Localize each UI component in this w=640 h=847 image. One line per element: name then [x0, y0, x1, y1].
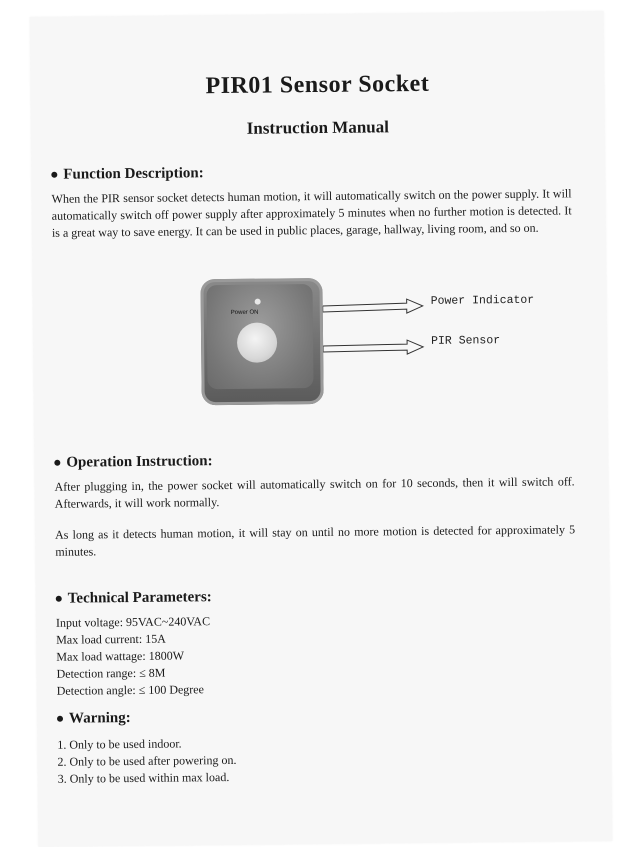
- instruction-sheet: [30, 11, 613, 847]
- power-indicator-led: [255, 299, 261, 305]
- sensor-socket-illustration: [200, 278, 323, 405]
- operation-paragraph-1: After plugging in, the power socket will automatically switch on for 10 seconds, then it will switch off. Afterwards, it will work normally.: [54, 474, 587, 511]
- technical-heading-text: Technical Parameters:: [67, 589, 212, 607]
- warning-heading: [57, 710, 131, 728]
- technical-heading: [56, 589, 212, 608]
- operation-paragraph-2: As long as it detects human motion, it will stay on until no more motion is detected for approximately 5 minutes.: [55, 522, 576, 559]
- list-item: 3. Only to be used within max load.: [57, 769, 230, 786]
- document-title: PIR01 Sensor Socket: [205, 70, 430, 100]
- bullet-icon: [54, 459, 60, 465]
- list-item: Input voltage: 95VAC~240VAC: [55, 614, 211, 630]
- operation-heading-text: Operation Instruction:: [66, 453, 213, 471]
- pir-sensor-arrow: [323, 340, 423, 355]
- list-item: 1. Only to be used indoor.: [57, 736, 182, 752]
- function-heading-text: Function Description:: [63, 165, 204, 183]
- list-item: 2. Only to be used after powering on.: [57, 752, 237, 769]
- warning-list: [57, 735, 236, 788]
- bullet-icon: [51, 171, 57, 177]
- list-item: Detection angle: ≤ 100 Degree: [56, 682, 204, 698]
- list-item: Max load wattage: 1800W: [56, 648, 185, 664]
- power-indicator-arrow: [323, 299, 423, 314]
- function-description: When the PIR sensor socket detects human motion, it will automatically switch on the power supply. It will automatically switch off power supply after approximately 5 minutes when no further motion is detected. It is a great way to save energy. It can be used in public places, garage, hallway, living room, and so on.: [51, 186, 572, 240]
- technical-parameters-list: [56, 613, 211, 700]
- bullet-icon: [56, 595, 62, 601]
- power-indicator-callout: Power Indicator: [430, 293, 535, 308]
- power-on-label: Power ON: [230, 309, 259, 316]
- warning-heading-text: Warning:: [68, 710, 131, 727]
- pir-sensor-lens: [237, 322, 277, 362]
- function-heading: [51, 165, 204, 184]
- list-item: Max load current: 15A: [56, 631, 166, 647]
- operation-heading: [54, 453, 212, 472]
- pir-sensor-callout: PIR Sensor: [431, 334, 501, 348]
- document-subtitle: Instruction Manual: [246, 117, 390, 138]
- bullet-icon: [57, 715, 63, 721]
- list-item: Detection range: ≤ 8M: [56, 665, 166, 681]
